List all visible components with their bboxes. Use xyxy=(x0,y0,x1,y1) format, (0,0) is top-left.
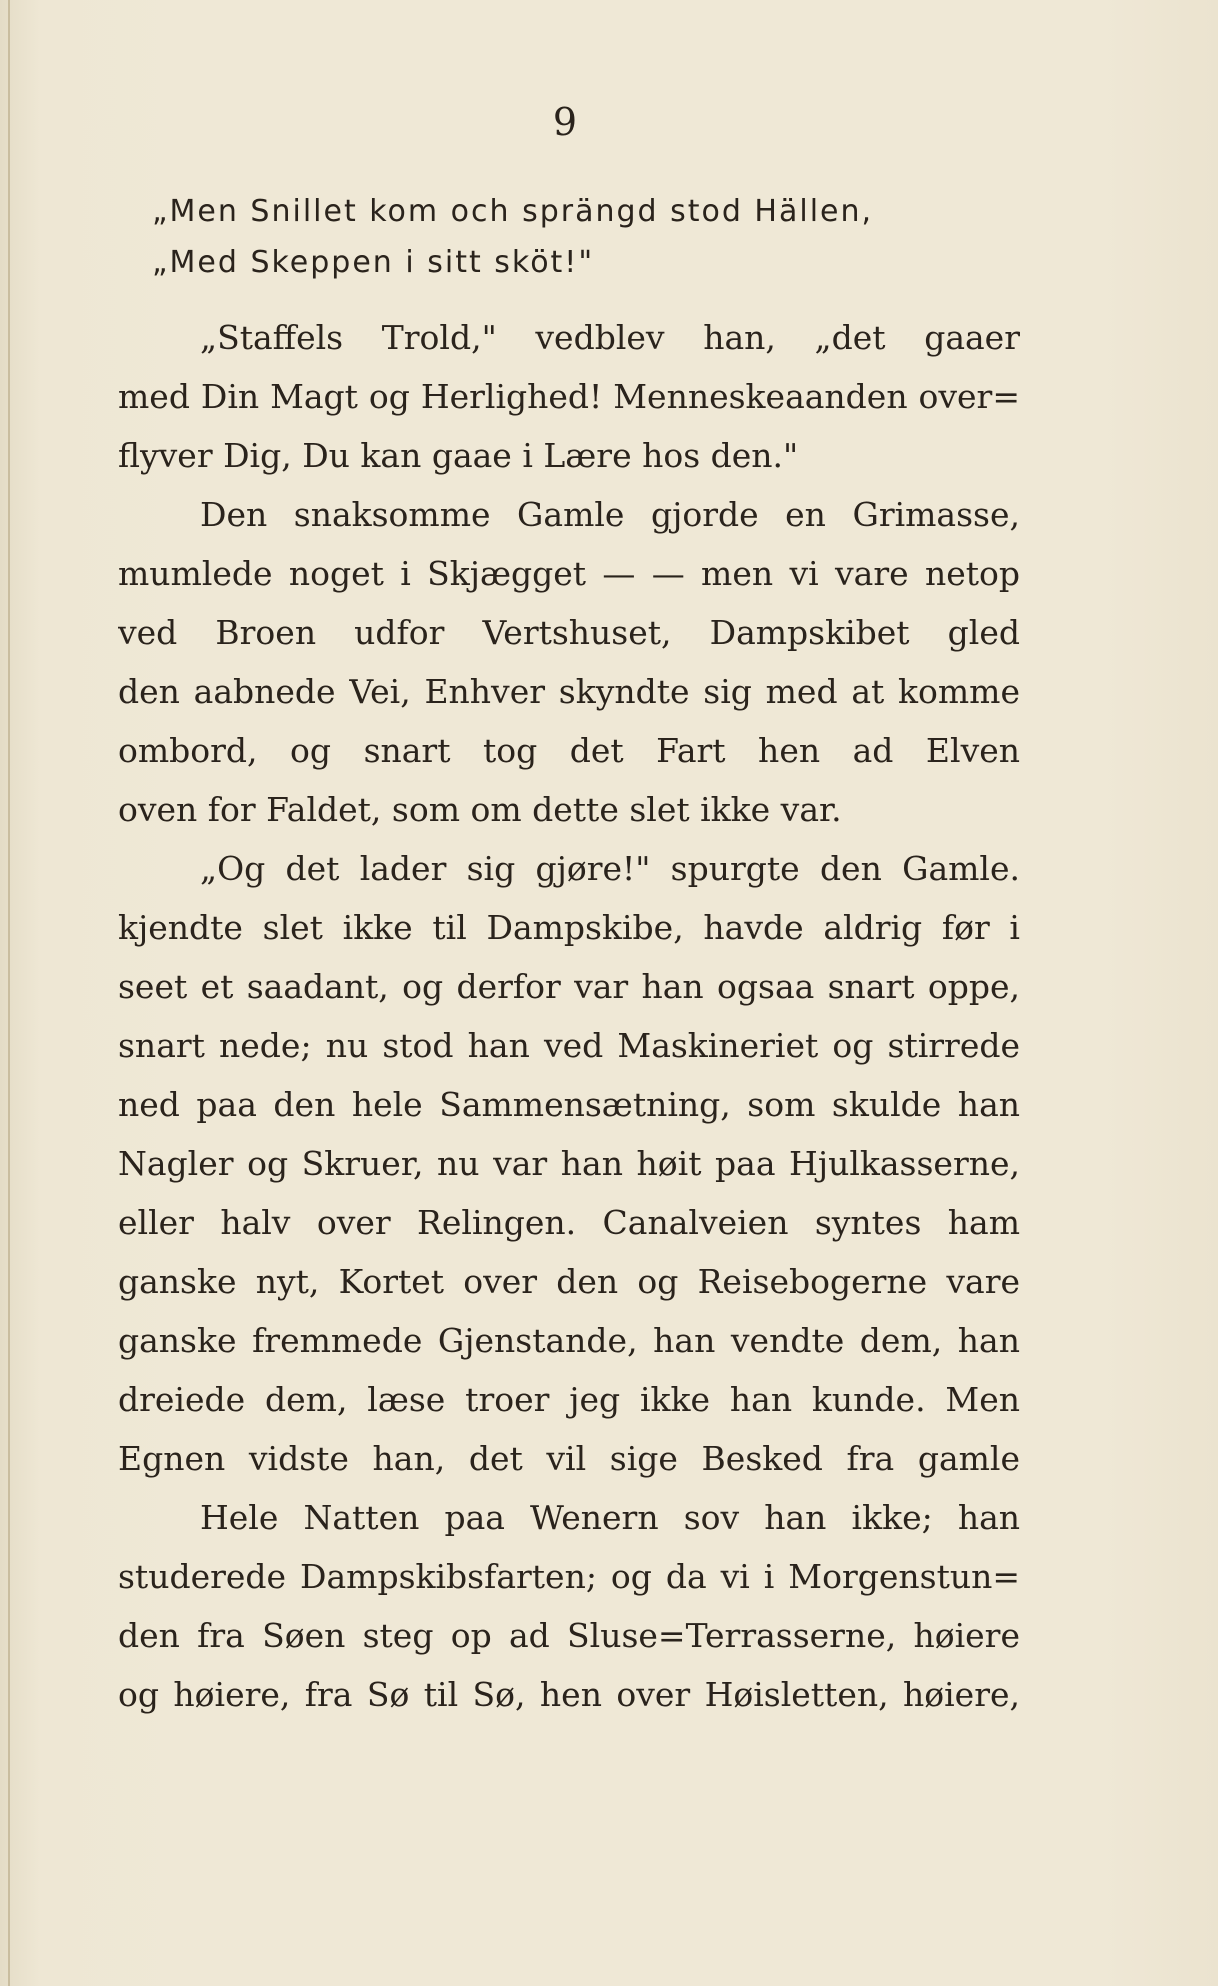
text-line: „Staffels Trold," vedblev han, „det gaaer xyxy=(200,318,1020,357)
text-line: den fra Søen steg op ad Sluse=Terrasserne, høiere xyxy=(118,1616,1020,1655)
text-line: ganske fremmede Gjenstande, han vendte dem, han xyxy=(118,1321,1020,1360)
text-line: „Og det lader sig gjøre!" spurgte den Gamle. xyxy=(200,849,1020,888)
text-line: Nagler og Skruer, nu var han høit paa Hjulkasserne, xyxy=(118,1144,1020,1183)
text-line: ombord, og snart tog det Fart hen ad Elven xyxy=(118,731,1020,770)
text-line: kjendte slet ikke til Dampskibe, havde aldrig før i xyxy=(118,908,1020,947)
verse-quote xyxy=(152,186,873,288)
text-line: flyver Dig, Du kan gaae i Lære hos den." xyxy=(118,436,799,475)
text-line: seet et saadant, og derfor var han ogsaa snart oppe, xyxy=(118,967,1020,1006)
text-line: Hele Natten paa Wenern sov han ikke; han xyxy=(200,1498,1020,1537)
text-line: studerede Dampskibsfarten; og da vi i Morgenstun= xyxy=(118,1557,1020,1596)
text-line: dreiede dem, læse troer jeg ikke han kunde. Men xyxy=(118,1380,1020,1419)
text-line: og høiere, fra Sø til Sø, hen over Høisletten, høiere, xyxy=(118,1675,1020,1714)
verse-line: „Med Skeppen i sitt sköt!" xyxy=(152,245,595,280)
text-line: oven for Faldet, som om dette slet ikke var. xyxy=(118,790,842,829)
text-line: den aabnede Vei, Enhver skyndte sig med at komme xyxy=(118,672,1020,711)
text-line: mumlede noget i Skjægget — — men vi vare netop xyxy=(118,554,1020,593)
text-line: ganske nyt, Kortet over den og Reisebogerne vare xyxy=(118,1262,1020,1301)
text-line: Egnen vidste han, det vil sige Besked fra gamle xyxy=(118,1439,1020,1478)
verse-line: „Men Snillet kom och sprängd stod Hällen, xyxy=(152,194,874,229)
text-line: ned paa den hele Sammensætning, som skulde han xyxy=(118,1085,1020,1124)
text-line: snart nede; nu stod han ved Maskineriet og stirrede xyxy=(118,1026,1020,1065)
page-number: 9 xyxy=(552,100,578,144)
text-line: med Din Magt og Herlighed! Menneskeaanden over= xyxy=(118,377,1020,416)
text-line: eller halv over Relingen. Canalveien syntes ham xyxy=(118,1203,1020,1242)
text-line: ved Broen udfor Vertshuset, Dampskibet gled xyxy=(118,613,1020,652)
text-line: Den snaksomme Gamle gjorde en Grimasse, xyxy=(200,495,1020,534)
page-edge xyxy=(8,0,10,1986)
